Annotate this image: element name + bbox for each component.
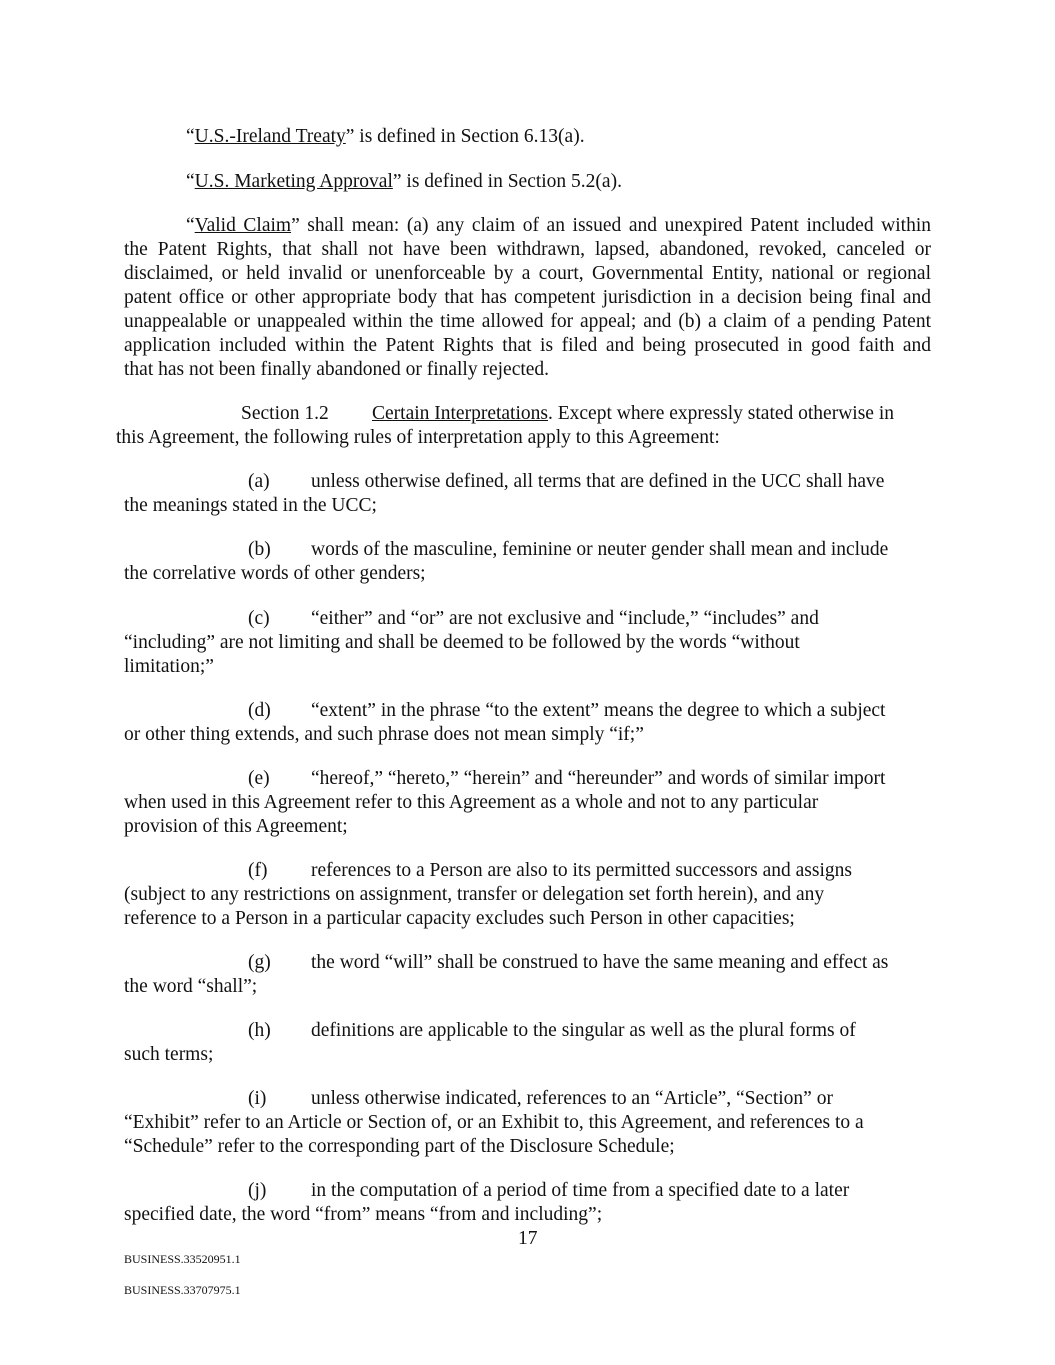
definition-us-ireland-treaty: “U.S.-Ireland Treaty” is defined in Section 6.13(a). bbox=[186, 126, 585, 147]
section-title: Certain Interpretations bbox=[372, 403, 548, 424]
rule-label: (b) bbox=[248, 539, 271, 560]
rule-text-line: “Schedule” refer to the corresponding part of the Disclosure Schedule; bbox=[124, 1136, 675, 1157]
rule-text-line: the correlative words of other genders; bbox=[124, 563, 426, 584]
rule-text-line: when used in this Agreement refer to this Agreement as a whole and not to any particular bbox=[124, 792, 819, 813]
rule-text-line: provision of this Agreement; bbox=[124, 816, 348, 837]
rule-text-line: such terms; bbox=[124, 1044, 214, 1065]
section-intro-line: this Agreement, the following rules of interpretation apply to this Agreement: bbox=[116, 427, 720, 448]
rule-text-line: references to a Person are also to its permitted successors and assigns bbox=[311, 860, 852, 881]
section-number: Section 1.2 bbox=[241, 403, 329, 424]
rule-label: (i) bbox=[248, 1088, 267, 1109]
rule-text-line: reference to a Person in a particular capacity excludes such Person in other capacities; bbox=[124, 908, 795, 929]
rule-text-line: unless otherwise defined, all terms that are defined in the UCC shall have bbox=[311, 471, 885, 492]
paragraph-line: the Patent Rights, that shall not have been withdrawn, lapsed, abandoned, revoked, canceled or bbox=[124, 239, 931, 260]
paragraph-line: “Valid Claim” shall mean: (a) any claim of an issued and unexpired Patent included within bbox=[186, 215, 931, 236]
rule-text-line: “hereof,” “hereto,” “herein” and “hereunder” and words of similar import bbox=[311, 768, 886, 789]
rule-text-line: “Exhibit” refer to an Article or Section of, or an Exhibit to, this Agreement, and references to a bbox=[124, 1112, 864, 1133]
rule-label: (f) bbox=[248, 860, 268, 881]
paragraph-line: that has not been finally abandoned or finally rejected. bbox=[124, 359, 550, 380]
rule-label: (g) bbox=[248, 952, 271, 973]
rule-label: (a) bbox=[248, 471, 270, 492]
rule-text-line: words of the masculine, feminine or neuter gender shall mean and include bbox=[311, 539, 889, 560]
rule-text-line: unless otherwise indicated, references to an “Article”, “Section” or bbox=[311, 1088, 833, 1109]
rule-text-line: the meanings stated in the UCC; bbox=[124, 495, 377, 516]
section-heading: Certain Interpretations. Except where expressly stated otherwise in bbox=[372, 403, 894, 424]
footer-doc-id: BUSINESS.33520951.1 bbox=[124, 1252, 241, 1266]
rule-label: (j) bbox=[248, 1180, 267, 1201]
rule-text-line: the word “will” shall be construed to have the same meaning and effect as bbox=[311, 952, 889, 973]
rule-label: (c) bbox=[248, 608, 270, 629]
footer-doc-id: BUSINESS.33707975.1 bbox=[124, 1283, 241, 1297]
rule-text-line: limitation;” bbox=[124, 656, 214, 677]
rule-text-line: in the computation of a period of time from a specified date to a later bbox=[311, 1180, 850, 1201]
rule-text-line: specified date, the word “from” means “from and including”; bbox=[124, 1204, 603, 1225]
paragraph-line: unappealable or unappealed within the time allowed for appeal; and (b) a claim of a pending Patent bbox=[124, 311, 931, 332]
rule-text-line: “extent” in the phrase “to the extent” means the degree to which a subject bbox=[311, 700, 886, 721]
rule-text-line: or other thing extends, and such phrase does not mean simply “if;” bbox=[124, 724, 644, 745]
defined-term: Valid Claim bbox=[194, 215, 292, 236]
paragraph-line: application included within the Patent Rights that is filed and being prosecuted in good faith and bbox=[124, 335, 931, 356]
definition-us-marketing-approval: “U.S. Marketing Approval” is defined in Section 5.2(a). bbox=[186, 171, 622, 192]
page-number: 17 bbox=[518, 1228, 538, 1249]
defined-term: U.S. Marketing Approval bbox=[194, 171, 393, 192]
rule-label: (d) bbox=[248, 700, 271, 721]
paragraph-line: patent office or other appropriate body that has competent jurisdiction in a decision being final and bbox=[124, 287, 931, 308]
rule-text-line: “including” are not limiting and shall be deemed to be followed by the words “without bbox=[124, 632, 800, 653]
rule-label: (h) bbox=[248, 1020, 271, 1041]
rule-text-line: definitions are applicable to the singular as well as the plural forms of bbox=[311, 1020, 856, 1041]
defined-term: U.S.-Ireland Treaty bbox=[194, 126, 346, 147]
rule-text-line: “either” and “or” are not exclusive and “include,” “includes” and bbox=[311, 608, 819, 629]
paragraph-line: disclaimed, or held invalid or unenforceable by a court, Governmental Entity, national or regional bbox=[124, 263, 931, 284]
rule-text-line: (subject to any restrictions on assignment, transfer or delegation set forth herein), and any bbox=[124, 884, 825, 905]
rule-text-line: the word “shall”; bbox=[124, 976, 258, 997]
rule-label: (e) bbox=[248, 768, 270, 789]
